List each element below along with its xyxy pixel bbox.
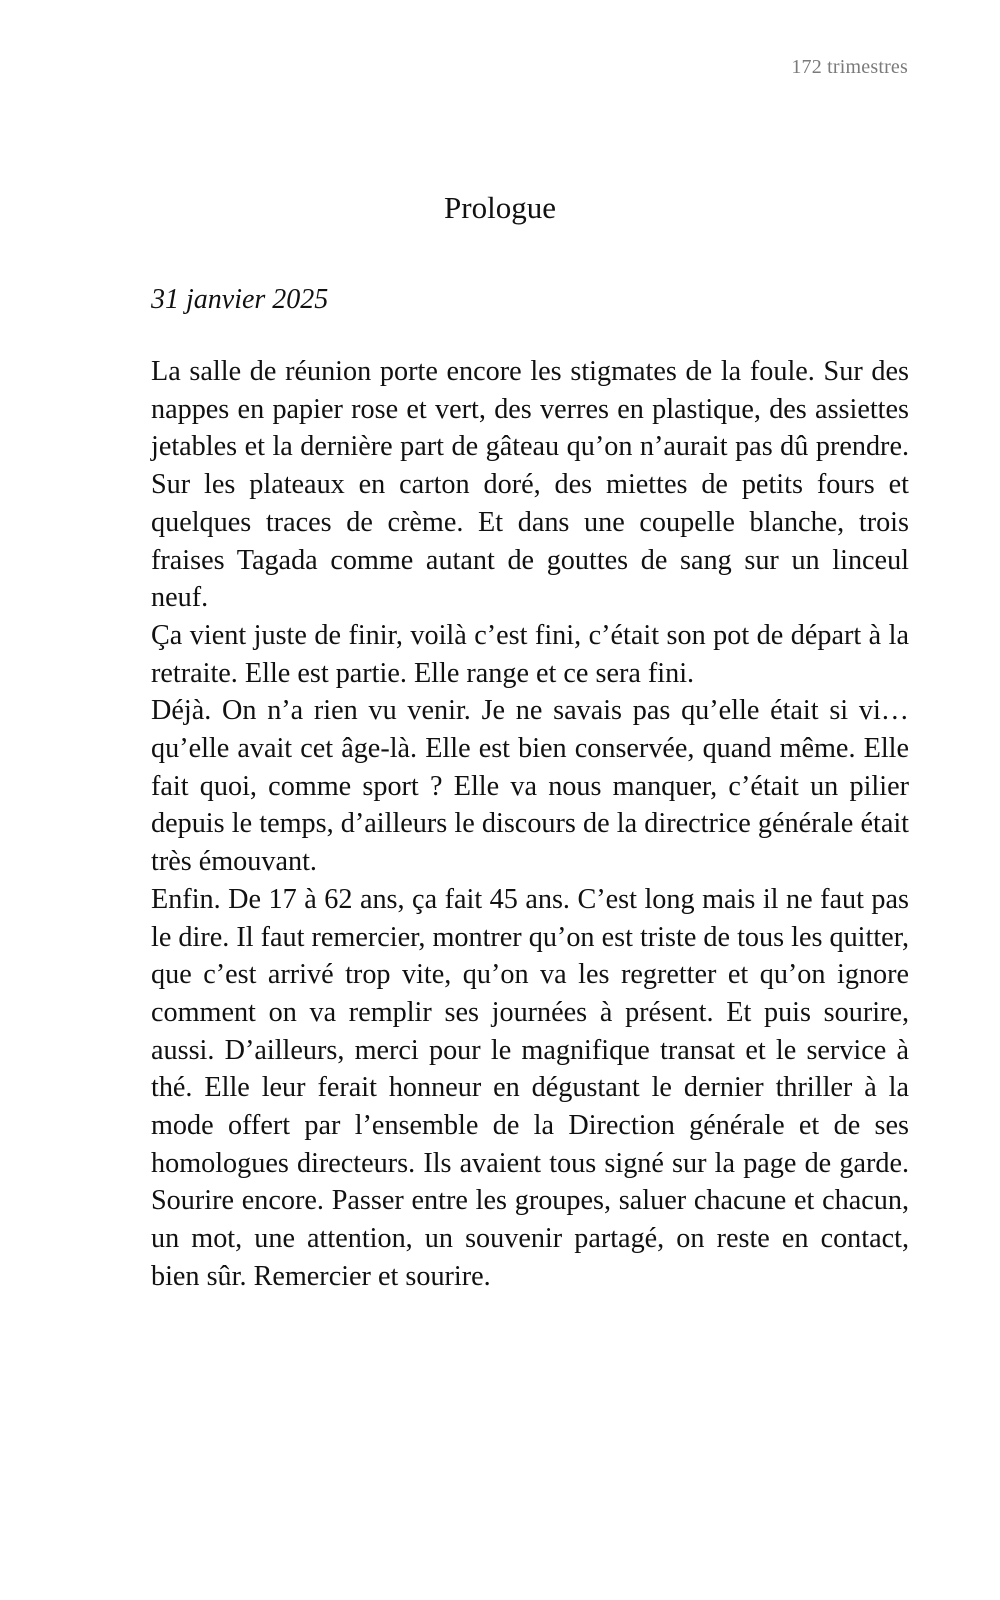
body-text (151, 353, 909, 1296)
paragraph: La salle de réunion porte encore les stigmates de la foule. Sur des nappes en papier rose et vert, des verres en plastique, des assiettes jetables et la dernière part de gâteau qu’on n’aurait pas dû prendre. Sur les plateaux en carton doré, des miettes de petits fours et quelques traces de crème. Et dans une coupelle blanche, trois fraises Tagada comme autant de gouttes de sang sur un linceul neuf. (151, 356, 909, 614)
chapter-date: 31 janvier 2025 (151, 284, 329, 315)
chapter-title: Prologue (444, 190, 556, 225)
paragraph: Déjà. On n’a rien vu venir. Je ne savais pas qu’elle était si vi… qu’elle avait cet âge-là. Elle est bien conservée, quand même. Elle fait quoi, comme sport ? Elle va nous manquer, c’était un pilier depuis le temps, d’ailleurs le discours de la directrice générale était très émouvant. (151, 695, 909, 878)
running-header: 172 trimestres (791, 56, 908, 78)
paragraph: Ça vient juste de finir, voilà c’est fini, c’était son pot de départ à la retraite. Elle est partie. Elle range et ce sera fini. (151, 619, 909, 689)
paragraph: Enfin. De 17 à 62 ans, ça fait 45 ans. C’est long mais il ne faut pas le dire. Il faut remercier, montrer qu’on est triste de tous les quitter, que c’est arrivé trop vite, qu’on va les regretter et qu’on ignore comment on va remplir ses journées à présent. Et puis sourire, aussi. D’ailleurs, merci pour le magnifique transat et le service à thé. Elle leur ferait honneur en dégustant le dernier thriller à la mode offert par l’ensemble de la Direction générale et de ses homologues directeurs. Ils avaient tous signé sur la page de garde. Sourire encore. Passer entre les groupes, saluer chacune et chacun, un mot, une attention, un souvenir partagé, on reste en contact, bien sûr. Remercier et sourire. (151, 883, 909, 1292)
